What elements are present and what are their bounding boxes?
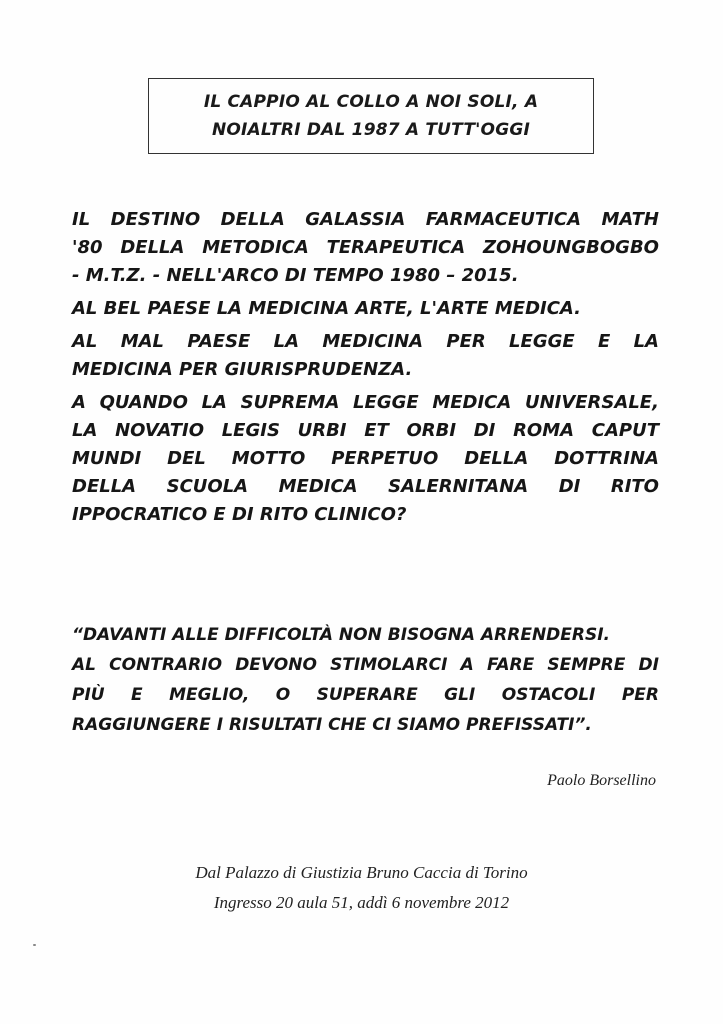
title-line-1: IL CAPPIO AL COLLO A NOI SOLI, A <box>203 92 539 112</box>
word: DI <box>558 476 581 497</box>
word: CAPUT <box>591 420 659 441</box>
word: DELLA <box>120 237 185 258</box>
word: SEMPRE <box>547 655 626 675</box>
paragraph-4-line-1 <box>72 389 659 417</box>
footer-line-2: Ingresso 20 aula 51, addì 6 novembre 2012 <box>213 893 510 912</box>
quote-author: Paolo Borsellino <box>547 772 656 789</box>
paragraph-3-line-2: MEDICINA PER GIURISPRUDENZA. <box>72 359 413 380</box>
word: ORBI <box>406 420 457 441</box>
word: LEGGE <box>353 392 419 413</box>
word: MEDICINA <box>322 331 424 352</box>
word: IL <box>72 209 91 230</box>
word: DI <box>638 655 659 675</box>
word: E <box>131 685 143 705</box>
main-text <box>72 206 659 529</box>
footer <box>0 858 723 918</box>
word: A <box>460 655 474 675</box>
quote-line-3 <box>72 680 659 710</box>
word: DI <box>473 420 496 441</box>
word: FARMACEUTICA <box>425 209 582 230</box>
word: DEVONO <box>235 655 317 675</box>
word: AL <box>72 655 96 675</box>
paragraph-1 <box>72 206 659 290</box>
word: A <box>72 392 86 413</box>
word: SUPREMA <box>240 392 340 413</box>
word: METODICA <box>202 237 309 258</box>
word: PER <box>621 685 659 705</box>
paragraph-1-line-1 <box>72 206 659 234</box>
word: PERPETUO <box>331 448 439 469</box>
word: GLI <box>444 685 476 705</box>
word: PAESE <box>187 331 251 352</box>
word: DELLA <box>220 209 285 230</box>
word: DOTTRINA <box>554 448 659 469</box>
title-box <box>148 78 594 154</box>
word: ET <box>364 420 389 441</box>
word: ZOHOUNGBOGBO <box>482 237 659 258</box>
word: O <box>275 685 291 705</box>
word: SCUOLA <box>166 476 249 497</box>
word: SUPERARE <box>316 685 418 705</box>
footer-line-1: Dal Palazzo di Giustizia Bruno Caccia di Torino <box>195 863 528 882</box>
word: NOVATIO <box>115 420 205 441</box>
word: LA <box>201 392 227 413</box>
word: RITO <box>610 476 659 497</box>
paragraph-1-line-2 <box>72 234 659 262</box>
word: LEGIS <box>221 420 280 441</box>
paragraph-1-line-3: - M.T.Z. - NELL'ARCO DI TEMPO 1980 – 2015. <box>72 265 519 286</box>
word: TERAPEUTICA <box>326 237 466 258</box>
word: SALERNITANA <box>388 476 529 497</box>
word: FARE <box>486 655 535 675</box>
word: '80 <box>72 237 103 258</box>
quote-line-1: “DAVANTI ALLE DIFFICOLTÀ NON BISOGNA ARRENDERSI. <box>72 625 611 645</box>
quote-line-4: RAGGIUNGERE I RISULTATI CHE CI SIAMO PREFISSATI”. <box>72 715 592 735</box>
word: AL <box>72 331 98 352</box>
paragraph-3-line-1 <box>72 328 659 356</box>
quote <box>72 620 659 740</box>
word: MAL <box>120 331 165 352</box>
word: GALASSIA <box>305 209 406 230</box>
word: LA <box>72 420 98 441</box>
paragraph-4-line-5: IPPOCRATICO E DI RITO CLINICO? <box>72 504 407 525</box>
scan-speck <box>33 944 36 946</box>
word: DESTINO <box>110 209 201 230</box>
paragraph-4-line-2 <box>72 417 659 445</box>
word: LA <box>633 331 659 352</box>
word: DEL <box>167 448 206 469</box>
quote-line-2 <box>72 650 659 680</box>
word: UNIVERSALE, <box>524 392 659 413</box>
word: MEDICA <box>278 476 358 497</box>
word: MOTTO <box>231 448 306 469</box>
word: LEGGE <box>509 331 575 352</box>
title-line-2: NOIALTRI DAL 1987 A TUTT'OGGI <box>211 120 531 140</box>
word: MATH <box>601 209 659 230</box>
paragraph-2 <box>72 295 659 323</box>
word: MUNDI <box>72 448 142 469</box>
paragraph-3 <box>72 328 659 384</box>
word: QUANDO <box>99 392 188 413</box>
word: PIÙ <box>72 685 105 705</box>
word: PER <box>446 331 486 352</box>
word: LA <box>273 331 300 352</box>
word: E <box>597 331 611 352</box>
word: DELLA <box>72 476 137 497</box>
word: DELLA <box>464 448 529 469</box>
paragraph-2-line-1: AL BEL PAESE LA MEDICINA ARTE, L'ARTE MEDICA. <box>72 298 582 319</box>
word: ROMA <box>513 420 575 441</box>
word: OSTACOLI <box>501 685 596 705</box>
paragraph-4-line-3 <box>72 445 659 473</box>
paragraph-4 <box>72 389 659 529</box>
word: MEGLIO, <box>169 685 250 705</box>
word: STIMOLARCI <box>330 655 448 675</box>
word: URBI <box>297 420 347 441</box>
paragraph-4-line-4 <box>72 473 659 501</box>
word: CONTRARIO <box>109 655 223 675</box>
word: MEDICA <box>432 392 512 413</box>
